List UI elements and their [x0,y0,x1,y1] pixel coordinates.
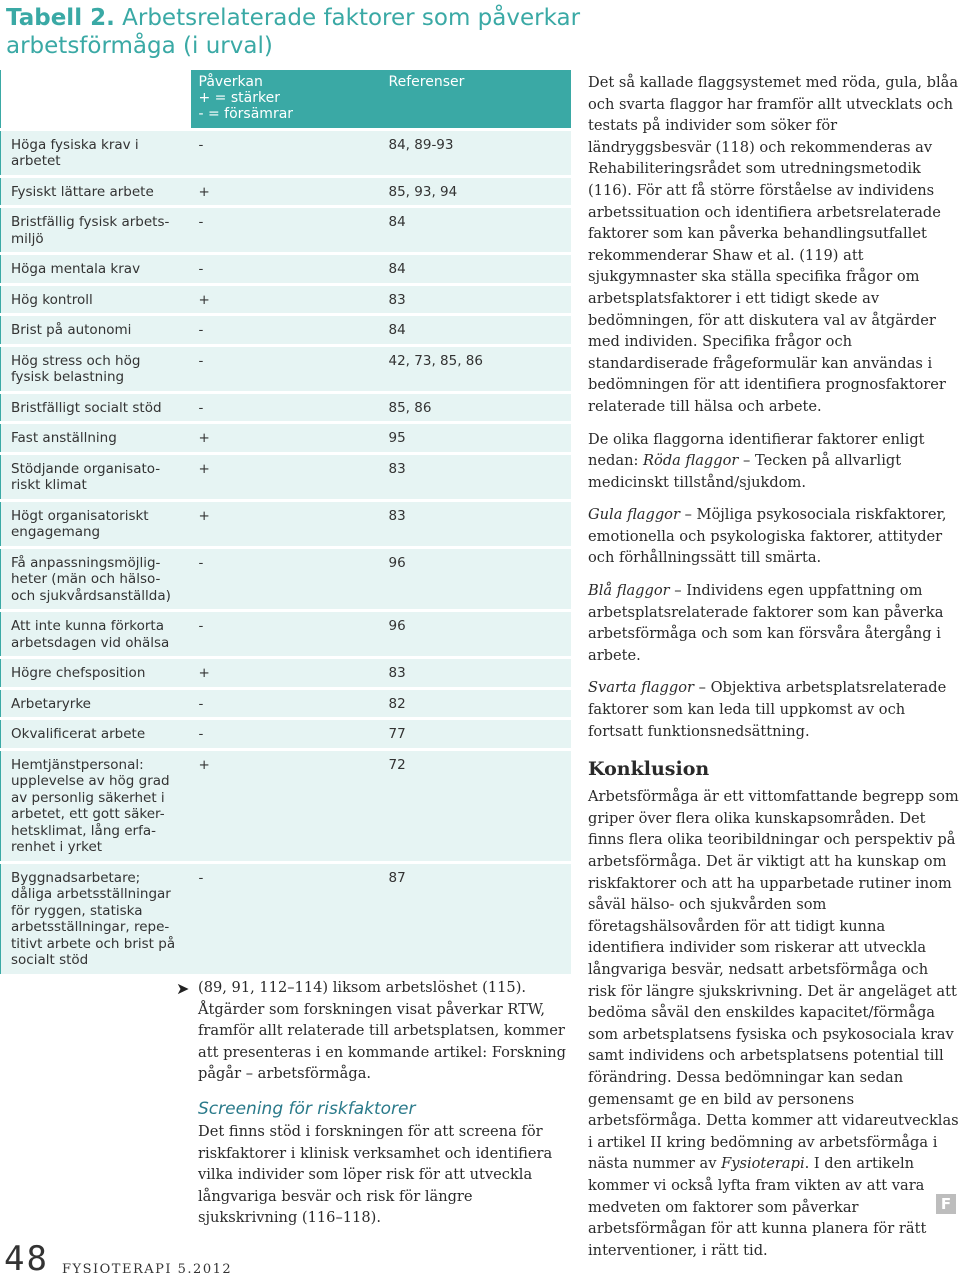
table-header-row [1,70,571,129]
table-row [1,453,571,500]
table-row [1,500,571,547]
effect-cell: - [191,862,381,974]
references-cell: 83 [381,500,571,547]
effect-cell: - [191,207,381,254]
factor-cell: Arbetaryrke [1,688,191,719]
effect-cell: - [191,392,381,423]
table-row [1,547,571,611]
effect-cell: - [191,611,381,658]
references-cell: 87 [381,862,571,974]
references-cell: 72 [381,749,571,862]
journal-issue: FYSIOTERAPI 5.2012 [62,1262,233,1277]
factor-cell: Högt organisatoriskt engagemang [1,500,191,547]
paragraph-yellow-flags: Gula flaggor – Möjliga psykosociala riskfaktorer, emotionella och psykologiska faktorer, attityder och förhållningssätt till smärta. [588,506,947,567]
factor-cell: Bristfälligt socialt stöd [1,392,191,423]
paragraph-blue-flags: Blå flaggor – Individens egen uppfattning om arbetsplatsrelaterade faktorer som kan påverka arbetsförmåga och som kan försvåra återgång i arbete. [588,582,944,664]
references-cell: 42, 73, 85, 86 [381,345,571,392]
factor-cell: Fysiskt lättare arbete [1,176,191,207]
effect-cell: + [191,176,381,207]
effect-cell: - [191,688,381,719]
table-row [1,254,571,285]
right-column [588,72,960,1272]
factor-cell: Brist på autonomi [1,315,191,346]
paragraph-flag-system: Det så kallade flaggsystemet med röda, gula, blåa och svarta flaggor har framför allt utvecklats och testats på individer som söker för ländryggsbesvär (118) och rekommenderas av Rehabiliteringsrådet som utredningsmetodik (116). För att få större förståelse av individens arbetssituation och identifiera arbetsrelaterade faktorer som kan påverka behandlingsutfallet rekommenderar Shaw et al. (119) att sjukgymnaster ska ställa specifika frågor om arbetsplatsfaktorer i ett tidigt skede av bedömningen, för att diskutera val av åtgärder med individen. Specifika frågor och standardiserade frågeformulär kan användas i bedömningen för att identifiera prognosfaktorer relaterade till hälsa och arbete. [588,74,959,415]
factor-cell: Bristfällig fysisk arbets- miljö [1,207,191,254]
paragraph-screening: Det finns stöd i forskningen för att screena för riskfaktorer i klinisk verksamhet och identifiera vilka individer som löper risk för att utveckla långvariga besvär och risk för längre sjukskrivning (116–118). [198,1122,553,1227]
term-black-flags: Svarta flaggor [588,679,695,697]
factor-cell: Fast anställning [1,423,191,454]
table-row [1,688,571,719]
factor-cell: Hög stress och hög fysisk belastning [1,345,191,392]
references-cell: 96 [381,547,571,611]
references-cell: 84, 89-93 [381,129,571,176]
header-factor [1,70,191,129]
factor-cell: Byggnadsarbetare; dåliga arbetsställningar för ryggen, statiska arbetsställningar, repe- titivt arbete och brist på socialt stöd [1,862,191,974]
references-cell: 83 [381,658,571,689]
table-row [1,423,571,454]
term-yellow-flags: Gula flaggor [588,506,680,524]
references-cell: 83 [381,284,571,315]
effect-cell: + [191,453,381,500]
factor-cell: Att inte kunna förkorta arbetsdagen vid ohälsa [1,611,191,658]
effect-cell: - [191,345,381,392]
paragraph-flags-intro: De olika flaggorna identifierar faktorer enligt nedan: Röda flaggor – Tecken på allvarligt medicinskt tillstånd/sjukdom. [588,430,925,491]
table-row [1,129,571,176]
table-row [1,658,571,689]
references-cell: 85, 93, 94 [381,176,571,207]
paragraph-rtw: (89, 91, 112–114) liksom arbetslöshet (115). Åtgärder som forskningen visat påverkar RTW, framför allt relaterade till arbetsplatsen, kommer att presenteras i en kommande artikel: Forskning pågår – arbetsförmåga. [198,979,567,1083]
effect-cell: - [191,719,381,750]
term-red-flags: Röda flaggor [643,452,739,470]
table-row [1,315,571,346]
header-effect: Påverkan + = stärker - = försämrar [191,70,381,129]
factor-cell: Stödjande organisato- riskt klimat [1,453,191,500]
header-references: Referenser [381,70,571,129]
table-row [1,862,571,974]
heading-conclusion: Konklusion [588,758,710,781]
effect-cell: + [191,423,381,454]
term-blue-flags: Blå flaggor [588,582,670,600]
page-number: 48 [4,1239,49,1277]
factor-cell: Okvalificerat arbete [1,719,191,750]
table-caption: Arbetsrelaterade faktorer som påverkar arbetsförmåga (i urval) [6,5,581,59]
table-row [1,284,571,315]
table-row [1,345,571,392]
effect-cell: - [191,315,381,346]
paragraph-black-flags: Svarta flaggor – Objektiva arbetsplatsrelaterade faktorer som kan leda till uppkomst av och fortsatt funktionsnedsättning. [588,679,947,740]
table-number: Tabell 2. [6,5,115,31]
references-cell: 95 [381,423,571,454]
effect-cell: + [191,749,381,862]
middle-column [198,977,570,1240]
references-cell: 82 [381,688,571,719]
factor-cell: Höga mentala krav [1,254,191,285]
work-factors-table [0,70,571,974]
table-row [1,176,571,207]
table-row [1,719,571,750]
continuation-arrow-icon: ➤ [176,979,190,998]
table-title [6,4,586,60]
factor-cell: Hemtjänstpersonal: upplevelse av hög grad av personlig säkerhet i arbetet, ett gott säker- hetsklimat, lång erfa- renhet i yrket [1,749,191,862]
table-body [1,129,571,974]
references-cell: 77 [381,719,571,750]
table-row [1,207,571,254]
table-row [1,749,571,862]
references-cell: 96 [381,611,571,658]
heading-screening: Screening för riskfaktorer [198,1098,416,1119]
effect-cell: - [191,129,381,176]
effect-cell: + [191,500,381,547]
journal-logo-icon: F [936,1194,956,1214]
effect-cell: - [191,254,381,285]
factor-cell: Hög kontroll [1,284,191,315]
table-row [1,611,571,658]
journal-name-italic: Fysioterapi [721,1155,805,1173]
references-cell: 84 [381,207,571,254]
references-cell: 84 [381,254,571,285]
references-cell: 85, 86 [381,392,571,423]
factor-cell: Få anpassningsmöjlig- heter (män och hälso- och sjukvårdsanställda) [1,547,191,611]
effect-cell: + [191,658,381,689]
effect-cell: + [191,284,381,315]
references-cell: 83 [381,453,571,500]
references-cell: 84 [381,315,571,346]
paragraph-conclusion: Arbetsförmåga är ett vittomfattande begrepp som griper över flera olika kunskapsområden. Det finns flera olika teoribildningar och perspektiv på arbetsförmåga. Det är viktigt att ha kunskap om riskfaktorer och att ha upparbetade rutiner inom såväl hälso- och sjukvården som företagshälsovården för att tidigt kunna identifiera individer som riskerar att utveckla långvariga besvär, nedsatt arbetsförmåga och risk för längre sjukskrivning. Det är angeläget att bedöma såväl den enskildes kapacitet/förmåga som arbetsplatsens fysiska och psykosociala krav samt individens och arbetsplatsens potential till förändring. Dessa bedömningar kan sedan gemensamt ge en bild av personens arbetsförmåga. Detta kommer att vidareutvecklas i artikel II kring bedömning av arbetsförmåga i nästa nummer av Fysioterapi. I den artikeln kommer vi också lyfta fram vikten av att vara medveten om faktorer som påverkar arbetsförmågan för att kunna planera för rätt interventioner, i rätt tid. [588,788,959,1259]
table-row [1,392,571,423]
factor-cell: Höga fysiska krav i arbetet [1,129,191,176]
factor-cell: Högre chefsposition [1,658,191,689]
effect-cell: - [191,547,381,611]
